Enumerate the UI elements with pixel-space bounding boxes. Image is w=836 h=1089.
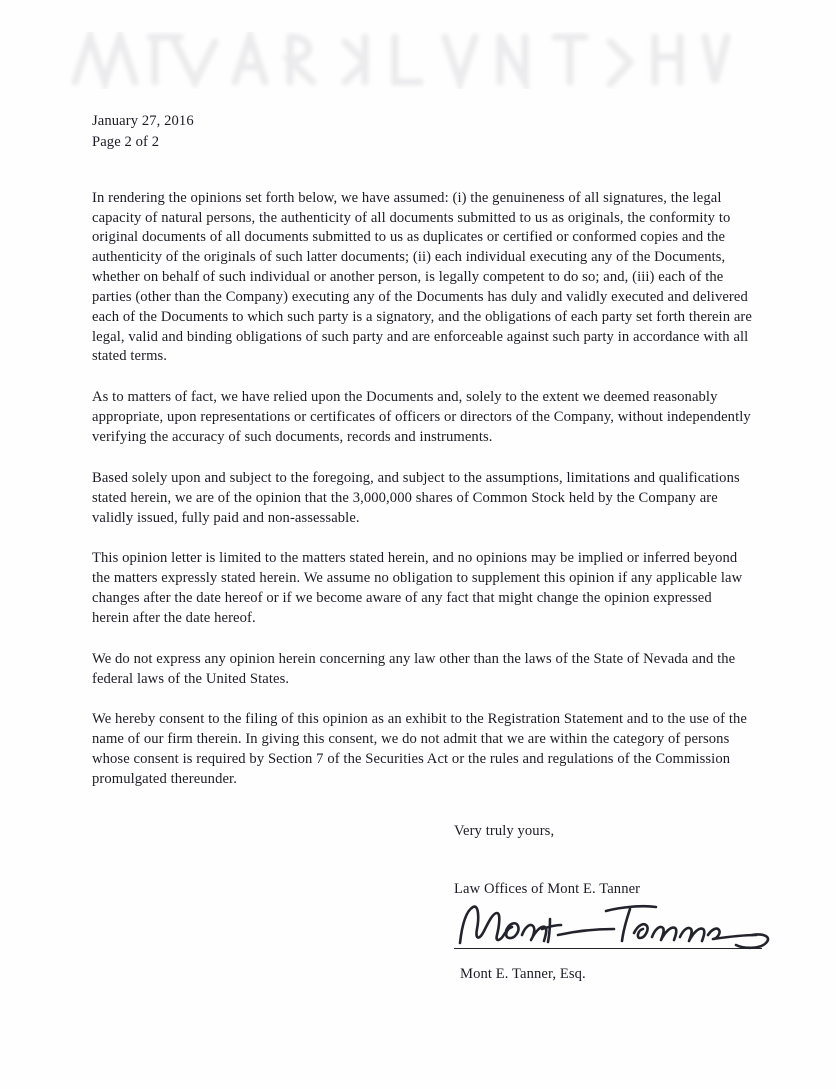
paragraph-limitation: This opinion letter is limited to the matters stated herein, and no opinions may be implied or inferred beyond the matters expressly stated herein. We assume no obligation to supplement this opinion if any applicable law changes after the date hereof or if we become aware of any fact that might change the opinion expressed herein after the date hereof. — [92, 550, 743, 626]
paragraph-matters-of-fact: As to matters of fact, we have relied upon the Documents and, solely to the extent we deemed reasonably appropriate, upon representations or certificates of officers or directors of the Company, without independently verifying the accuracy of such documents, records and instruments. — [92, 389, 751, 445]
scan-bleedthrough-artifact — [55, 22, 735, 117]
signature-area — [454, 901, 774, 963]
valediction: Very truly yours, — [454, 822, 555, 839]
letter-date: January 27, 2016 — [92, 113, 194, 129]
letter-paragraphs — [92, 189, 752, 790]
page-number-label: Page 2 of 2 — [92, 133, 160, 150]
paragraph-jurisdiction: We do not express any opinion herein concerning any law other than the laws of the State of Nevada and the federal laws of the United States. — [92, 650, 736, 687]
handwritten-signature-icon — [446, 885, 782, 963]
paragraph-opinion: Based solely upon and subject to the foregoing, and subject to the assumptions, limitations and qualifications stated herein, we are of the opinion that the 3,000,000 shares of Common Stock held by the Company are validly issued, fully paid and non-assessable. — [92, 469, 740, 526]
signature-line — [454, 948, 762, 949]
paragraph-consent: We hereby consent to the filing of this opinion as an exhibit to the Registration Statement and to the use of the name of our firm therein. In giving this consent, we do not admit that we are within the category of persons whose consent is required by Section 7 of the Securities Act or the rules and regulations of the Commission promulgated thereunder. — [92, 711, 747, 787]
paragraph-assumptions: In rendering the opinions set forth below, we have assumed: (i) the genuineness of all signatures, the legal capacity of natural persons, the authenticity of all documents submitted to us as originals, the conformity to original documents of all documents submitted to us as duplicates or certified or conformed copies and the authenticity of the originals of such latter documents; (ii) each individual executing any of the Documents, whether on behalf of such individual or another person, is legally competent to do so; and, (iii) each of the parties (other than the Company) executing any of the Documents has duly and validly executed and delivered each of the Documents to which such party is a signatory, and the obligations of each party set forth therein are legal, valid and binding obligations of such party and are enforceable against such party in accordance with all stated terms. — [92, 189, 752, 365]
firm-name: Law Offices of Mont E. Tanner — [454, 880, 641, 897]
letter-body — [92, 112, 752, 985]
signer-name: Mont E. Tanner, Esq. — [460, 966, 586, 983]
closing-block — [454, 822, 774, 986]
letter-header — [92, 112, 752, 153]
